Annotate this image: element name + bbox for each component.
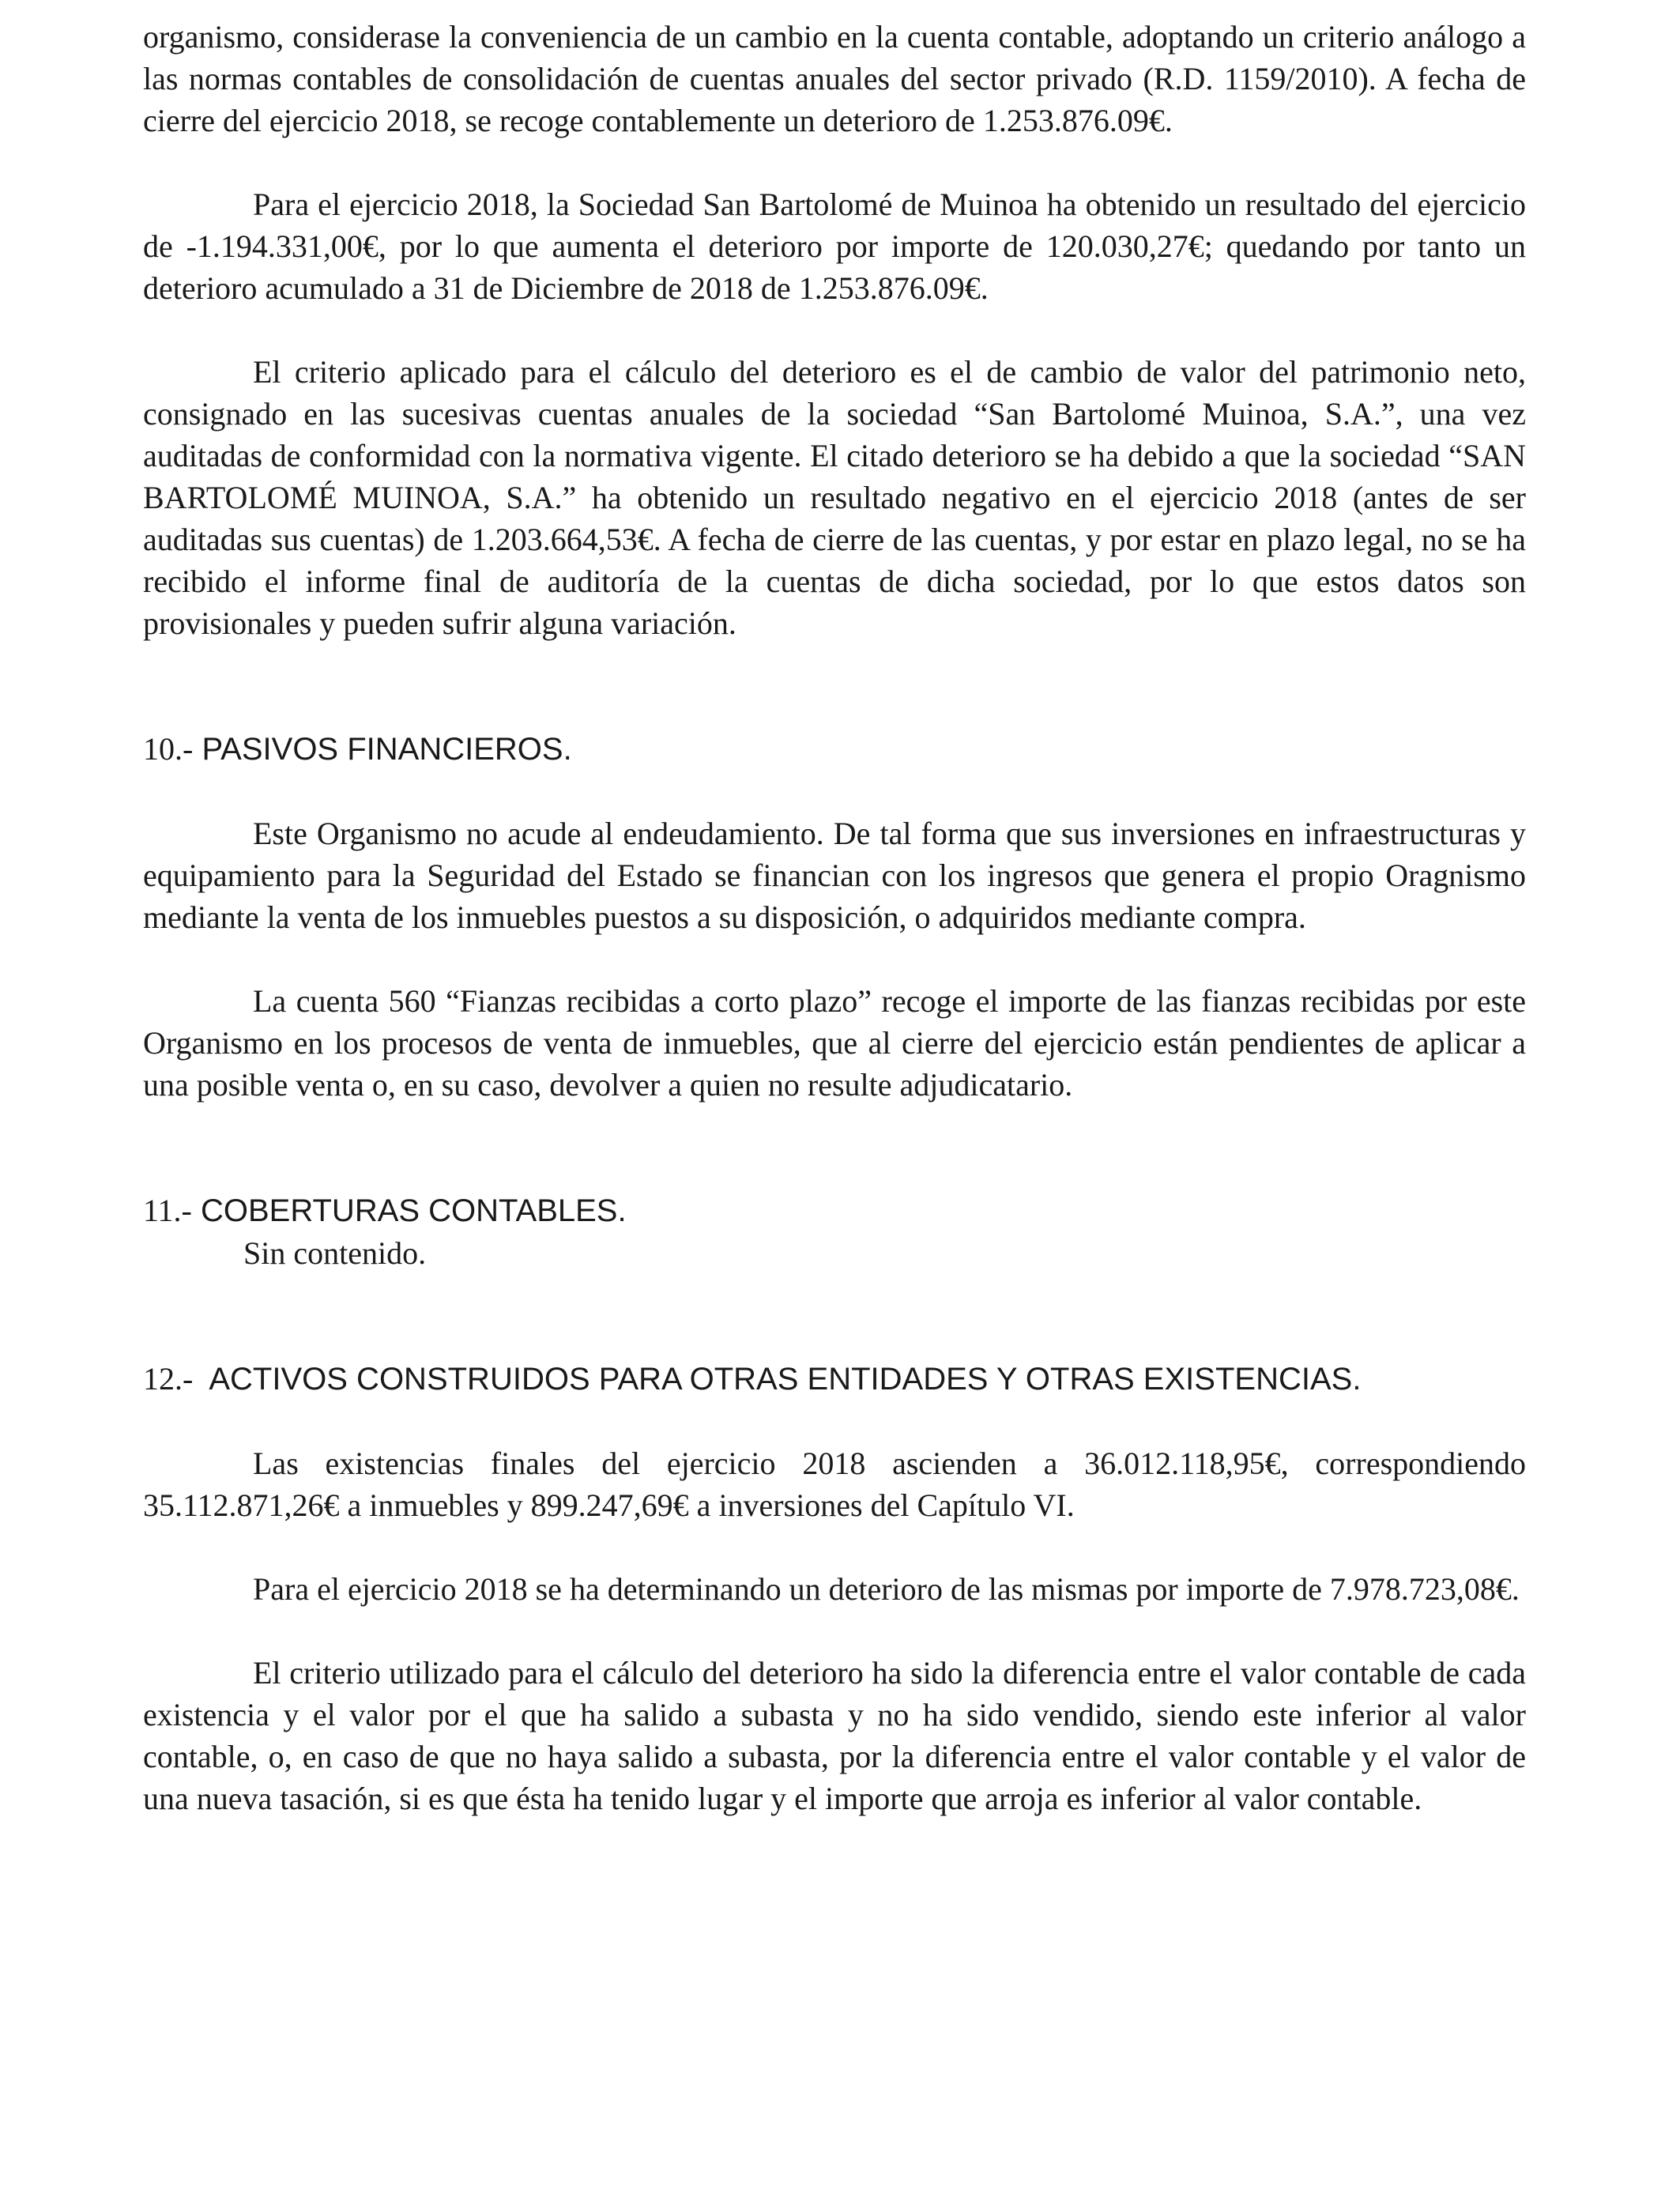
section-10-heading — [143, 728, 1526, 771]
document-page — [143, 16, 1526, 1819]
section-10-title: PASIVOS FINANCIEROS. — [202, 732, 572, 767]
section-10-number: 10.- — [143, 731, 194, 767]
paragraph-deterioro-intro: organismo, considerase la conveniencia de un cambio en la cuenta contable, adoptando un criterio análogo a las normas contables de consolidación de cuentas anuales del sector privado (R.D. 1159/2010). A fecha de cierre del ejercicio 2018, se recoge contablemente un deterioro de 1.253.876.09€. — [143, 19, 1526, 138]
section-12-title: ACTIVOS CONSTRUIDOS PARA OTRAS ENTIDADES Y OTRAS EXISTENCIAS. — [209, 1362, 1362, 1397]
section-12-paragraph-2: Para el ejercicio 2018 se ha determinando un deterioro de las mismas por importe de 7.978.723,08€. — [253, 1571, 1520, 1607]
section-11-title: COBERTURAS CONTABLES. — [200, 1193, 627, 1228]
section-11-number: 11.- — [143, 1193, 192, 1228]
section-12-paragraph-1: Las existencias finales del ejercicio 2018 ascienden a 36.012.118,95€, correspondiendo 35.112.871,26€ a inmuebles y 899.247,69€ a inversiones del Capítulo VI. — [143, 1446, 1526, 1523]
paragraph-resultado-2018: Para el ejercicio 2018, la Sociedad San Bartolomé de Muinoa ha obtenido un resultado del ejercicio de -1.194.331,00€, por lo que aumenta el deterioro por importe de 120.030,27€; quedando por tanto un deterioro acumulado a 31 de Diciembre de 2018 de 1.253.876.09€. — [143, 187, 1526, 306]
section-10 — [143, 728, 1526, 1106]
section-12-number: 12.- — [143, 1361, 194, 1397]
section-12-heading — [143, 1358, 1526, 1400]
section-12-paragraph-3: El criterio utilizado para el cálculo del deterioro ha sido la diferencia entre el valor contable de cada existencia y el valor por el que ha salido a subasta y no ha sido vendido, siendo este inferior al valor contable, o, en caso de que no haya salido a subasta, por la diferencia entre el valor contable y el valor de una nueva tasación, si es que ésta ha tenido lugar y el importe que arroja es inferior al valor contable. — [143, 1655, 1526, 1816]
section-12 — [143, 1358, 1526, 1819]
section-11-heading — [143, 1189, 1526, 1232]
section-10-paragraph-1: Este Organismo no acude al endeudamiento. De tal forma que sus inversiones en infraestructuras y equipamiento para la Seguridad del Estado se financian con los ingresos que genera el propio Oragnismo mediante la venta de los inmuebles puestos a su disposición, o adquiridos mediante compra. — [143, 816, 1526, 935]
section-11 — [143, 1189, 1526, 1274]
section-11-paragraph-1: Sin contenido. — [243, 1235, 427, 1271]
paragraph-criterio-deterioro: El criterio aplicado para el cálculo del deterioro es el de cambio de valor del patrimonio neto, consignado en las sucesivas cuentas anuales de la sociedad “San Bartolomé Muinoa, S.A.”, una vez auditadas de conformidad con la normativa vigente. El citado deterioro se ha debido a que la sociedad “SAN BARTOLOMÉ MUINOA, S.A.” ha obtenido un resultado negativo en el ejercicio 2018 (antes de ser auditadas sus cuentas) de 1.203.664,53€. A fecha de cierre de las cuentas, y por estar en plazo legal, no se ha recibido el informe final de auditoría de la cuentas de dicha sociedad, por lo que estos datos son provisionales y pueden sufrir alguna variación. — [143, 354, 1526, 641]
section-10-paragraph-2: La cuenta 560 “Fianzas recibidas a corto plazo” recoge el importe de las fianzas recibidas por este Organismo en los procesos de venta de inmuebles, que al cierre del ejercicio están pendientes de aplicar a una posible venta o, en su caso, devolver a quien no resulte adjudicatario. — [143, 983, 1526, 1103]
